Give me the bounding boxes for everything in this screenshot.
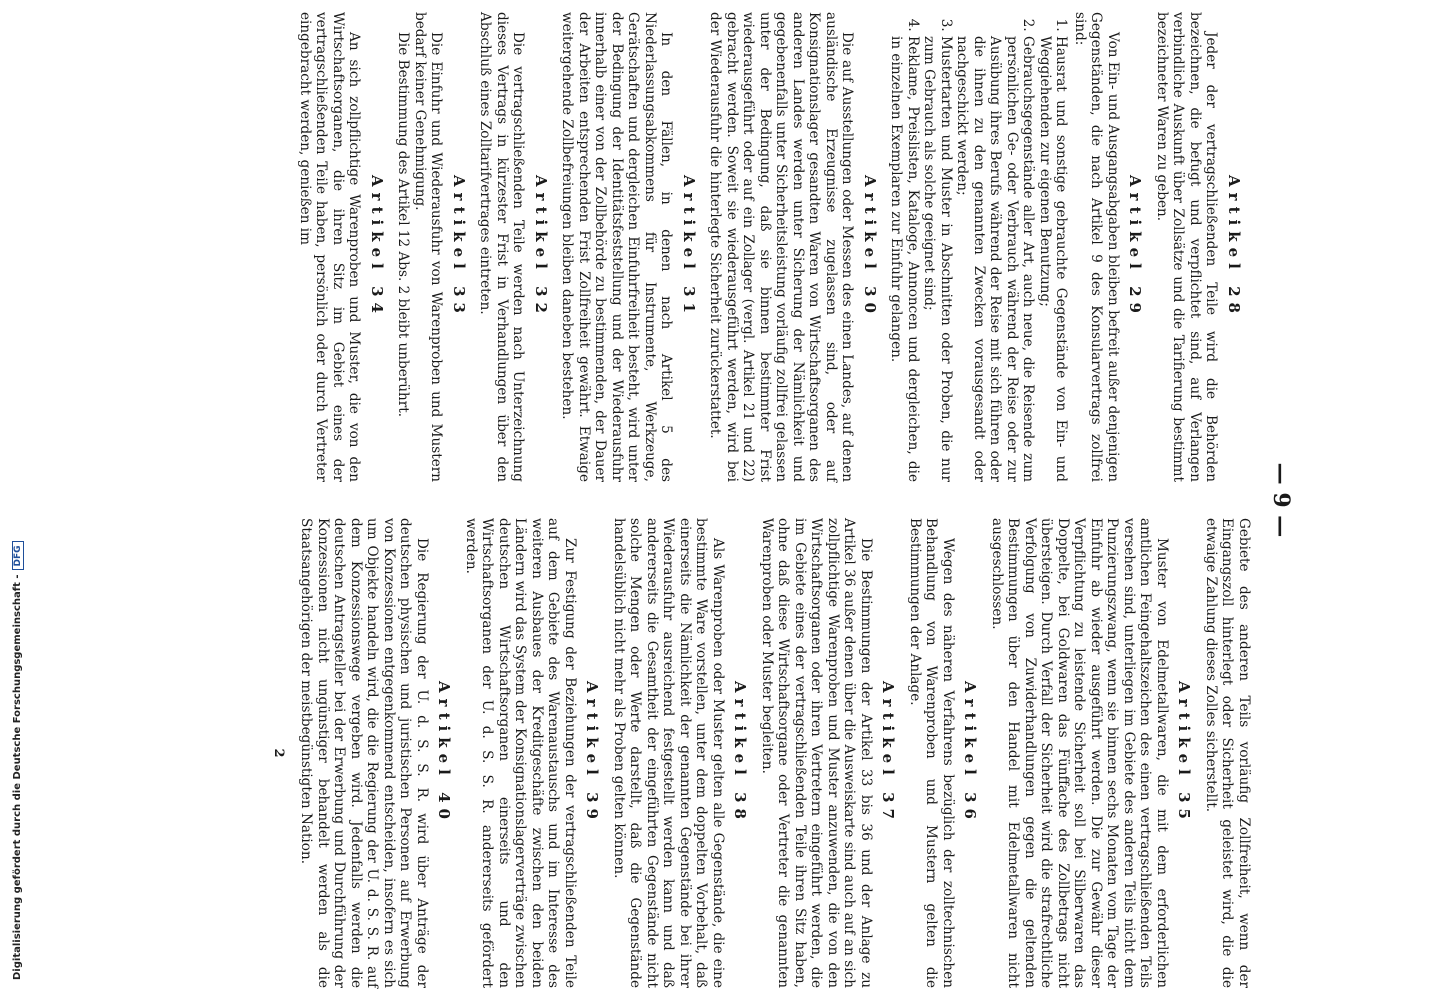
dfg-logo: DFG [12, 541, 24, 570]
left-column [297, 12, 1252, 482]
article-28-text: Jeder der vertragschließenden Teile wird die Behörden bezeichnen, die befugt und verpflichtet sind, auf Verlangen verbindliche Auskunft über Zollsätze und die Tarifierung bestimmt bezeichneter Waren zu geben. [1154, 12, 1220, 482]
digitization-credit-text [12, 541, 24, 980]
article-39-heading: Artikel 39 [583, 681, 602, 825]
article-32-text: Die vertragschließenden Teile werden nach Unterzeichnung dieses Vertrags in kürzester Frist in Verhandlungen über den Abschluß eines Zolltarifvertrages eintreten. [477, 12, 527, 482]
article-31-text: In den Fällen, in denen nach Artikel 5 des Niederlassungsabkommens für Instrumente, Werkzeuge, Gerätschaften und dergleichen Einfuhrfreiheit besteht, wird unter der Bedingung der Identitätsfeststellung und der Wiederausfuhr innerhalb einer von der Zollbehörde zu bestimmenden, der Dauer der Arbeiten entsprechenden Frist Zollfreiheit gewährt. Etwaige weitergehende Zollbefreiungen bleiben daneben bestehen. [559, 12, 675, 482]
article-37-text: Die Bestimmungen der Artikel 33 bis 36 und der Anlage zu Artikel 36 außer denen über die Ausweiskarte sind auch auf an sich zollpflichtige Warenproben und Muster anzuwenden, die von den Wirtschaftsorganen oder ihren Vertretern eingeführt werden, die im Gebiete eines der vertragschließenden Teile ihren Sitz haben, ohne daß diese Wirtschaftsorgane oder Vertreter die genannten Warenproben oder Muster begleiten. [759, 518, 874, 988]
article-37-heading: Artikel 37 [879, 681, 898, 825]
page-number: — 9 — [1268, 462, 1294, 538]
footer-mark: 2 [271, 748, 286, 758]
list-item: 4. Reklame, Preislisten, Kataloge, Annoncen und dergleichen, die in einzelnen Exemplaren zur Einfuhr gelangen. [888, 36, 921, 482]
article-33-text-1: Die Einfuhr und Wiederausfuhr von Warenproben und Mustern bedarf keiner Genehmigung. [412, 12, 445, 482]
article-39-text: Zur Festigung der Beziehungen der vertragschließenden Teile auf dem Gebiete des Warenaustauschs und im Interesse des weiteren Ausbaues der Kreditgeschäfte zwischen den beiden Ländern wird das System der Konsignationslagerverträge zwischen deutschen Wirtschaftsorganen einerseits und den Wirtschaftsorganen der U. d. S. S. R. andererseits gefördert werden. [463, 518, 578, 988]
article-36-text: Wegen des näheren Verfahrens bezüglich der zolltechnischen Behandlung von Warenproben und Mustern gelten die Bestimmungen der Anlage. [907, 518, 956, 988]
list-item: 3. Mustertarten und Muster in Abschnitten oder Proben, die nur zum Gebrauch als solche geeignet sind; [921, 36, 954, 482]
article-40-text: Die Regierung der U. d. S. S. R. wird über Anträge der deutschen physischen und juristischen Personen auf Erwerbung von Konzessionen entgegenkommend entscheiden, insofern es sich um Objekte handeln wird, die die Regierung der U. d. S. S. R. auf dem Konzessionswege vergeben wird. Jedenfalls werden die deutschen Antragsteller bei der Erwerbung und Durchführung der Konzessionen nicht ungünstiger behandelt werden als die Staatsangehörigen der meistbegünstigten Nation. [298, 518, 430, 988]
credit-label: Digitalisierung gefördert durch die Deutsche Forschungsgemeinschaft - [12, 574, 23, 980]
article-33-heading: Artikel 33 [450, 175, 468, 319]
list-item: 2. Gebrauchsgegenstände aller Art, auch neue, die Reisende zum persönlichen Ge- oder Verbrauch während der Reise oder zur Ausübung ihres Berufs während der Reise mit sich führen oder die ihnen zu den genannten Zwecken vorausgesandt oder nachgeschickt werden; [954, 36, 1037, 482]
article-36-heading: Artikel 36 [961, 681, 980, 825]
article-29-heading: Artikel 29 [1126, 175, 1145, 319]
article-29-list [888, 12, 1070, 482]
article-32-heading: Artikel 32 [532, 175, 550, 319]
article-31-heading: Artikel 31 [680, 175, 698, 319]
article-33-text-2: Die Bestimmung des Artikel 12 Abs. 2 bleibt unberührt. [395, 32, 412, 418]
article-38-text: Als Warenproben oder Muster gelten alle Gegenstände, die eine bestimmte Ware vorstellen, unter dem doppelten Vorbehalt, daß einerseits die Nämlichkeit der genannten Gegenstände bei ihrer Wiederausfuhr ausreichend festgestellt werden kann und daß andererseits die Gesamtheit der eingeführten Gegenstände nicht solche Mengen oder Werte darstellt, daß die Gegenstände handelsüblich nicht mehr als Proben gelten können. [611, 518, 726, 988]
list-item: 1. Hausrat und sonstige gebrauchte Gegenstände von Ein- und Weggiehenden zur eigenen Benutzung; [1037, 36, 1070, 482]
article-29-intro: Von Ein- und Ausgangsabgaben bleiben befreit außer denjenigen Gegenständen, die nach Artikel 9 des Konsularvertrags zollfrei sind: [1072, 12, 1121, 482]
article-40-heading: Artikel 40 [435, 681, 454, 825]
article-30-text: Die auf Ausstellungen oder Messen des einen Landes, auf denen ausländische Erzeugnisse zugelassen sind, oder auf Konsignationslager gesandten Waren von Wirtschaftsorganen des anderen Landes werden unter Sicherung der Nämlichkeit und gegebenenfalls unter Sicherheitsleistung vorläufig zollfrei gelassen unter der Bedingung, daß sie binnen bestimmter Frist wiederausgeführt oder auf ein Zollager (vergl. Artikel 21 und 22) gebracht werden. Soweit sie wiederausgeführt werden, wird bei der Wiederausfuhr die hinterlegte Sicherheit zurückerstattet. [707, 12, 856, 482]
article-34-continuation: Gebiete des anderen Teils vorläufig Zollfreiheit, wenn der Eingangszoll hinterlegt oder Sicherheit geleistet wird, die die etwaige Zahlung dieses Zolles sicherstellt. [1203, 518, 1252, 988]
right-column [271, 518, 1252, 988]
article-35-heading: Artikel 35 [1175, 681, 1194, 825]
article-30-heading: Artikel 30 [861, 175, 879, 319]
article-34-text: An sich zollpflichtige Warenproben und Muster, die von den Wirtschaftsorganen, die ihren Sitz im Gebiet eines der vertragschließenden Teile haben, persönlich oder durch Vertreter eingebracht werden, genießen im [297, 12, 363, 482]
article-28-heading: Artikel 28 [1225, 175, 1243, 319]
rotated-page [271, 0, 1310, 1000]
digitization-credit [0, 0, 24, 1000]
article-35-text: Muster von Edelmetallwaren, die mit dem erforderlichen amtlichen Feingehaltszeichen des einen vertragschließenden Teils versehen sind, unterliegen im Gebiete des anderen Teils nicht dem Punzierungszwang, wenn sie binnen sechs Monaten vom Tage der Einfuhr ab wieder ausgeführt werden. Die zur Gewähr dieser Verpflichtung zu leistende Sicherheit soll bei Silberwaren das Doppelte, bei Goldwaren das Fünffache des Zollbetrags nicht übersteigen. Durch Verfall der Sicherheit wird die strafrechtliche Verfolgung von Zuwiderhandlungen gegen die geltenden Bestimmungen über den Handel mit Edelmetallwaren nicht ausgeschlossen. [989, 518, 1170, 988]
article-38-heading: Artikel 38 [731, 681, 750, 825]
article-34-heading: Artikel 34 [368, 175, 386, 319]
